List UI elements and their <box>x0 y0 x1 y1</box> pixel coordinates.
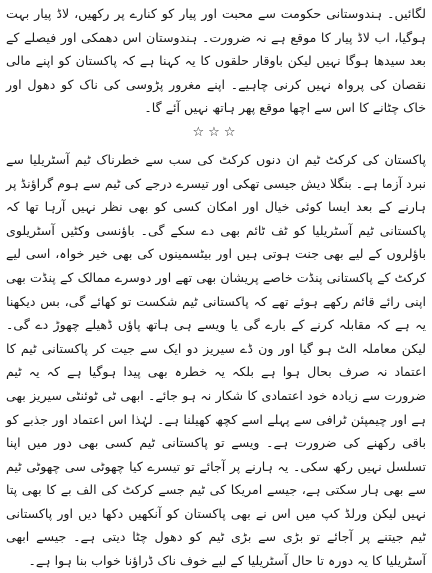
article-paragraph-2: پاکستان کی کرکٹ ٹیم ان دنوں کرکٹ کی سب سے خطرناک ٹیم آسٹریلیا سے نبرد آزما ہے۔ بنگلا دیش جیسی تھکی اور تیسرے درجے کی ٹیم سے ہوم گراؤنڈ پر ہارنے کے بعد ایسا کوئی خیال اور امکان کسی کو بھی نظر نہیں آرہا تھا کہ پاکستانی ٹیم آسٹریلیا کو ٹف ٹائم بھی دے سکے گی۔ باؤنسی وکٹیں آسٹریلوی باؤلروں کے لیے بھی جنت ہوتی ہیں اور بیٹسمینوں کی بھی خیر خواہ، اسی لیے کرکٹ کے پاکستانی پنڈت خاصے پریشان بھی تھے اور دوسرے ممالک کے پنڈت بھی اپنی رائے قائم رکھے ہوئے تھے کہ پاکستانی ٹیم شکست تو کھائے گی، بس دیکھنا یہ ہے کہ مقابلہ کرنے کے بارے گی یا ویسے ہی ہاتھ پاؤں ڈھیلے چھوڑ دے گی۔ لیکن معاملہ الٹ ہو گیا اور ون ڈے سیریز دو ایک سے جیت کر پاکستانی ٹیم کا اعتماد نہ صرف بحال ہوا ہے بلکہ یہ خطرہ بھی پیدا ہوگیا ہے کہ یہ ٹیم ضرورت سے زیادہ خود اعتمادی کا شکار نہ ہو جائے۔ ابھی ٹی ٹوئنٹی سیریز بھی ہے اور چیمپئن ٹرافی سے پہلے اسے کچھ کھیلنا ہے۔ لہٰذا اس اعتماد اور جذبے کو باقی رکھنے کی ضرورت ہے۔ ویسے تو پاکستانی ٹیم کسی بھی دور میں اپنا تسلسل نہیں رکھ سکی۔ یہ ہارنے پر آجائے تو تیسرے کیا چھوٹی سی چھوٹی ٹیم سے بھی ہار سکتی ہے، جیسے امریکا کی ٹیم جسے کرکٹ کی الف بے کا بھی پتا نہیں لیکن ورلڈ کپ میں اس نے بھی پاکستان کو آنکھیں دکھا دیں اور پاکستانی ٹیم جیتنے پر آجائے تو بڑی سے بڑی ٹیم کو دھول چٹا دیتی ہے۔ جیسے ابھی آسٹریلیا کا یہ دورہ تا حال آسٹریلیا کے لیے خوف ناک ڈراؤنا خواب بنا ہوا ہے۔ <box>6 151 426 569</box>
section-separator-stars: ☆☆☆ <box>192 124 240 140</box>
article-paragraph-1: لگائیں۔ ہندوستانی حکومت سے محبت اور پیار کو کنارے پر رکھیں، لاڈ پیار بہت ہوگیا، اب لاڈ پیار کا موقع ہے نہ ضرورت۔ ہندوستان اس دھمکی اور فیصلے کے بعد سیدھا ہوگا نہیں لیکن باوقار حلقوں کا یہ کہنا ہے کہ پاکستان کو اپنے مالی نقصان کی پرواہ نہیں کرنی چاہیے۔ اپنے مغرور پڑوسی کی ناک کو دھول اور خاک چٹانے کا اس سے اچھا موقع پھر ہاتھ نہیں آئے گا۔ <box>6 6 426 116</box>
